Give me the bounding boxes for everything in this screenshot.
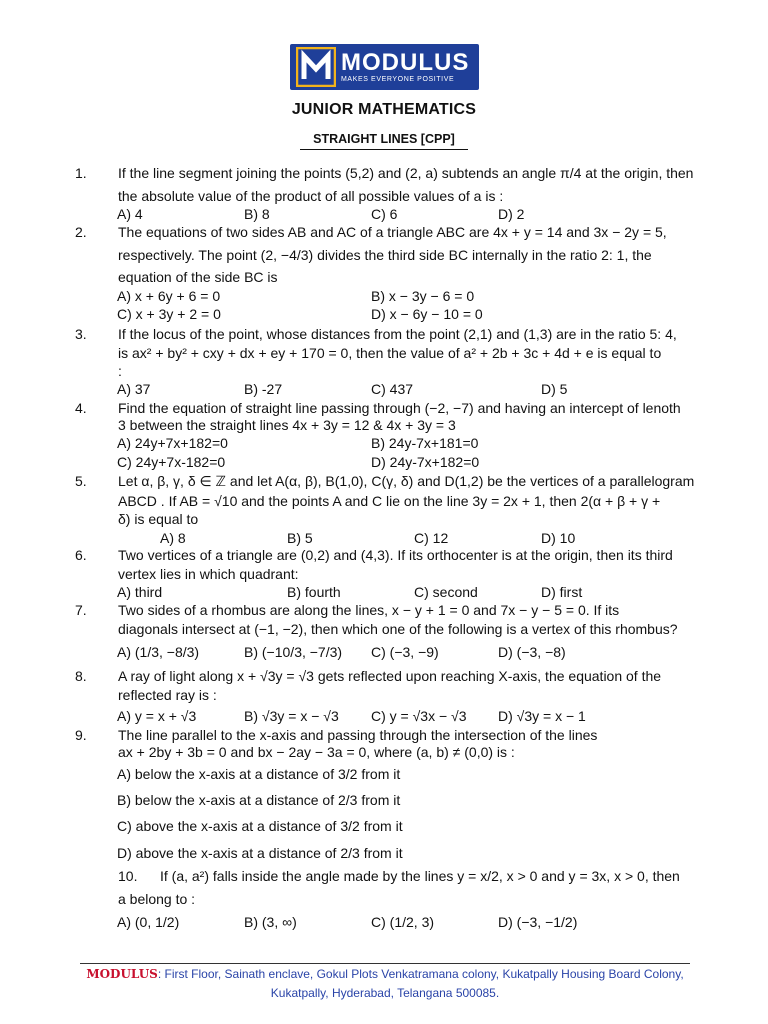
- page-subtitle: STRAIGHT LINES [CPP]: [313, 132, 455, 146]
- option-c: C) x + 3y + 2 = 0: [117, 306, 221, 322]
- modulus-m-icon: [296, 47, 336, 87]
- option-b: B) fourth: [287, 584, 341, 600]
- option-b: B) 8: [244, 206, 270, 222]
- option-a: A) 8: [160, 530, 186, 546]
- question-text-line: ABCD . If AB = √10 and the points A and C lie on the line 3y = 2x + 1, then 2(α + β + γ +: [118, 493, 661, 509]
- option-d: D) 5: [541, 381, 568, 397]
- option-a: A) x + 6y + 6 = 0: [117, 288, 221, 304]
- option-c: C) y = √3x − √3: [371, 708, 467, 724]
- subtitle-underline: [300, 149, 468, 150]
- option-d: D) 24y-7x+182=0: [371, 454, 480, 470]
- option-c: C) 437: [371, 381, 414, 397]
- question-text-line: Find the equation of straight line passing through (−2, −7) and having an intercept of lenoth: [118, 400, 681, 416]
- question-number: 5.: [75, 473, 87, 489]
- option-b: B) √3y = x − √3: [244, 708, 339, 724]
- question-number: 6.: [75, 547, 87, 563]
- option-c: C) 24y+7x-182=0: [117, 454, 226, 470]
- option-b: B) 5: [287, 530, 313, 546]
- question-text-line: vertex lies in which quadrant:: [118, 566, 299, 582]
- option-a: A) 37: [117, 381, 151, 397]
- option-b: B) x − 3y − 6 = 0: [371, 288, 475, 304]
- option-a: A) (0, 1/2): [117, 914, 180, 930]
- option-a: A) below the x-axis at a distance of 3/2 from it: [117, 766, 401, 782]
- question-number: 4.: [75, 400, 87, 416]
- question-number: 7.: [75, 602, 87, 618]
- option-a: A) 4: [117, 206, 143, 222]
- question-number: 9.: [75, 727, 87, 743]
- question-text-line: The line parallel to the x-axis and passing through the intersection of the lines: [118, 727, 598, 743]
- question-text-line: :: [118, 363, 122, 379]
- question-number: 2.: [75, 224, 87, 240]
- question-number: 3.: [75, 326, 87, 342]
- question-number: 8.: [75, 668, 87, 684]
- option-b: B) (−10/3, −7/3): [244, 644, 343, 660]
- option-d: D) x − 6y − 10 = 0: [371, 306, 483, 322]
- option-b: B) 24y-7x+181=0: [371, 435, 479, 451]
- question-text-line: A ray of light along x + √3y = √3 gets reflected upon reaching X-axis, the equation of the: [118, 668, 662, 684]
- option-b: B) below the x-axis at a distance of 2/3 from it: [117, 792, 401, 808]
- question-text-line: equation of the side BC is: [118, 269, 278, 285]
- question-text-line: diagonals intersect at (−1, −2), then which one of the following is a vertex of this rhombus?: [118, 621, 678, 637]
- question-text-line: If the locus of the point, whose distances from the point (2,1) and (1,3) are in the ratio 5: 4,: [118, 326, 677, 342]
- option-c: C) (1/2, 3): [371, 914, 435, 930]
- option-c: C) 6: [371, 206, 398, 222]
- logo-tagline: MAKES EVERYONE POSITIVE: [341, 76, 455, 83]
- option-c: C) second: [414, 584, 478, 600]
- option-a: A) third: [117, 584, 163, 600]
- option-d: D) √3y = x − 1: [498, 708, 586, 724]
- question-text-line: δ) is equal to: [118, 511, 199, 527]
- option-d: D) above the x-axis at a distance of 2/3 from it: [117, 845, 403, 861]
- option-c: C) (−3, −9): [371, 644, 439, 660]
- question-number: 1.: [75, 165, 87, 181]
- question-text-line: the absolute value of the product of all possible values of a is :: [118, 188, 504, 204]
- option-b: B) -27: [244, 381, 283, 397]
- question-text-line: respectively. The point (2, −4/3) divides the third side BC internally in the ratio 2: 1, the: [118, 247, 652, 263]
- footer-address: [80, 965, 690, 1003]
- question-text-line: The equations of two sides AB and AC of a triangle ABC are 4x + y = 14 and 3x − 2y = 5,: [118, 224, 667, 240]
- modulus-logo: [290, 44, 479, 90]
- question-number: 10.: [118, 868, 138, 884]
- option-b: B) (3, ∞): [244, 914, 297, 930]
- question-text-line: Let α, β, γ, δ ∈ ℤ and let A(α, β), B(1,0), C(γ, δ) and D(1,2) be the vertices of a parallelogram: [118, 473, 695, 489]
- option-d: D) (−3, −8): [498, 644, 566, 660]
- footer-address-line-1: : First Floor, Sainath enclave, Gokul Plots Venkatramana colony, Kukatpally Housing Board Colony,: [157, 967, 684, 981]
- option-c: C) 12: [414, 530, 449, 546]
- option-d: D) (−3, −1/2): [498, 914, 578, 930]
- question-text-line: a belong to :: [118, 891, 196, 907]
- option-a: A) 24y+7x+182=0: [117, 435, 228, 451]
- option-c: C) above the x-axis at a distance of 3/2 from it: [117, 818, 403, 834]
- question-text-line: Two vertices of a triangle are (0,2) and (4,3). If its orthocenter is at the origin, then its third: [118, 547, 673, 563]
- question-text-line: reflected ray is :: [118, 687, 217, 703]
- option-d: D) 10: [541, 530, 576, 546]
- option-d: D) first: [541, 584, 583, 600]
- question-text-line: is ax² + by² + cxy + dx + ey + 170 = 0, then the value of a² + 2b + 3c + 4d + e is equal to: [118, 345, 662, 361]
- question-text-line: ax + 2by + 3b = 0 and bx − 2ay − 3a = 0, where (a, b) ≠ (0,0) is :: [118, 744, 515, 760]
- option-d: D) 2: [498, 206, 525, 222]
- footer-address-line-2: Kukatpally, Hyderabad, Telangana 500085.: [270, 986, 500, 1000]
- option-a: A) y = x + √3: [117, 708, 197, 724]
- question-text-line: 3 between the straight lines 4x + 3y = 12 & 4x + 3y = 3: [118, 417, 456, 433]
- question-text-line: If (a, a²) falls inside the angle made by the lines y = x/2, x > 0 and y = 3x, x > 0, then: [160, 868, 680, 884]
- page-title: JUNIOR MATHEMATICS: [291, 101, 477, 118]
- footer-brand: MODULUS: [86, 967, 158, 981]
- option-a: A) (1/3, −8/3): [117, 644, 200, 660]
- question-text-line: If the line segment joining the points (5,2) and (2, a) subtends an angle π/4 at the origin, then: [118, 165, 694, 181]
- logo-brand: MODULUS: [341, 49, 470, 76]
- footer-divider: [80, 963, 690, 964]
- question-text-line: Two sides of a rhombus are along the lines, x − y + 1 = 0 and 7x − y − 5 = 0. If its: [118, 602, 620, 618]
